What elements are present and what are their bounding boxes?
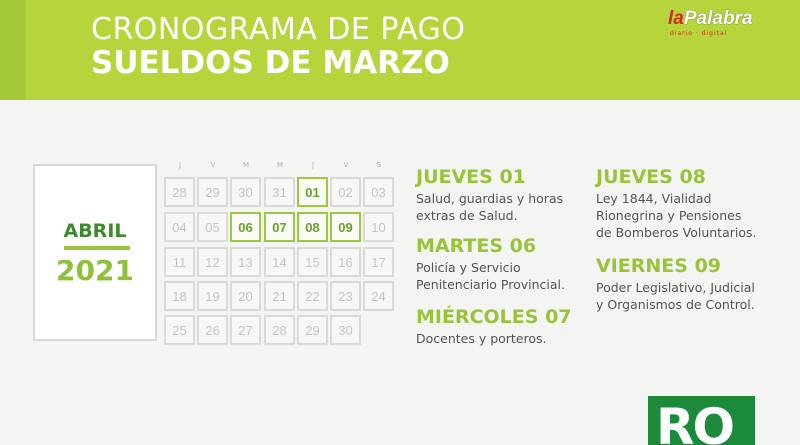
lapalabra-logo[interactable] [668,8,770,38]
month-card [33,164,157,341]
weekday-label: J [178,161,182,169]
schedule-item [596,255,755,313]
weekday-label: V [343,161,349,169]
calendar-day-cell: 05 [197,212,228,242]
schedule-day: JUEVES 08 [596,166,706,188]
calendar-day-cell: 30 [330,315,361,345]
schedule-item [416,166,563,224]
calendar-day-cell: 06 [230,212,261,242]
calendar-day-cell: 29 [197,177,228,207]
month-name: ABRIL [63,220,127,242]
month-divider [64,246,130,250]
schedule-day: VIERNES 09 [596,255,722,277]
logo-wordmark: laPalabra [668,8,753,29]
calendar-day-cell: 23 [330,281,361,311]
month-year: 2021 [56,254,134,287]
weekday-label: J [311,161,315,169]
calendar-day-cell: 20 [230,281,261,311]
schedule-description: Policía y Servicio Penitenciario Provincial. [416,260,566,292]
calendar-day-cell: 11 [164,247,195,277]
calendar-day-cell: 31 [264,177,295,207]
schedule-description: Salud, guardias y horas extras de Salud. [416,191,564,223]
schedule-day: MIÉRCOLES 07 [416,306,572,328]
schedule-item [596,166,756,241]
calendar-day-cell: 16 [330,247,361,277]
header-banner [0,0,800,100]
calendar-day-cell: 17 [363,247,394,277]
schedule-day: JUEVES 01 [416,166,526,188]
page-subtitle: SUELDOS DE MARZO [91,45,450,81]
calendar-day-cell: 24 [363,281,394,311]
calendar-day-cell: 25 [164,315,195,345]
calendar-day-cell: 02 [330,177,361,207]
calendar-day-cell: 28 [164,177,195,207]
schedule-description: Poder Legislativo, Judicial y Organismos de Control. [596,280,755,312]
weekday-label: M [276,161,284,169]
calendar-day-cell: 12 [197,247,228,277]
rio-negro-logo-text: RO [656,398,734,445]
calendar-day-cell: 07 [264,212,295,242]
calendar-day-cell: 08 [297,212,328,242]
calendar-day-cell: 30 [230,177,261,207]
calendar-day-cell: 13 [230,247,261,277]
calendar-day-cell: 14 [264,247,295,277]
calendar-day-cell: 22 [297,281,328,311]
weekday-label: S [376,161,382,169]
calendar-day-cell: 29 [297,315,328,345]
schedule-description: Ley 1844, Vialidad Rionegrina y Pensiones de Bomberos Voluntarios. [596,191,757,240]
schedule-description: Docentes y porteros. [416,331,547,346]
calendar-day-cell: 21 [264,281,295,311]
calendar-day-cell: 04 [164,212,195,242]
calendar-day-cell: 09 [330,212,361,242]
calendar-day-cell: 10 [363,212,394,242]
calendar-day-cell: 26 [197,315,228,345]
calendar-day-cell: 18 [164,281,195,311]
calendar-day-cell: 03 [363,177,394,207]
page-title: CRONOGRAMA DE PAGO [91,12,466,47]
rio-negro-logo [648,396,755,445]
logo-tagline: diario · digital [670,30,728,37]
calendar-day-cell: 27 [230,315,261,345]
schedule-item [416,306,572,347]
calendar-day-cell: 28 [264,315,295,345]
schedule-day: MARTES 06 [416,235,537,257]
weekday-label: M [242,161,250,169]
schedule-item [416,235,565,293]
calendar-day-cell: 15 [297,247,328,277]
calendar-day-cell: 19 [197,281,228,311]
calendar-day-cell: 01 [297,177,328,207]
weekday-label: V [210,161,216,169]
